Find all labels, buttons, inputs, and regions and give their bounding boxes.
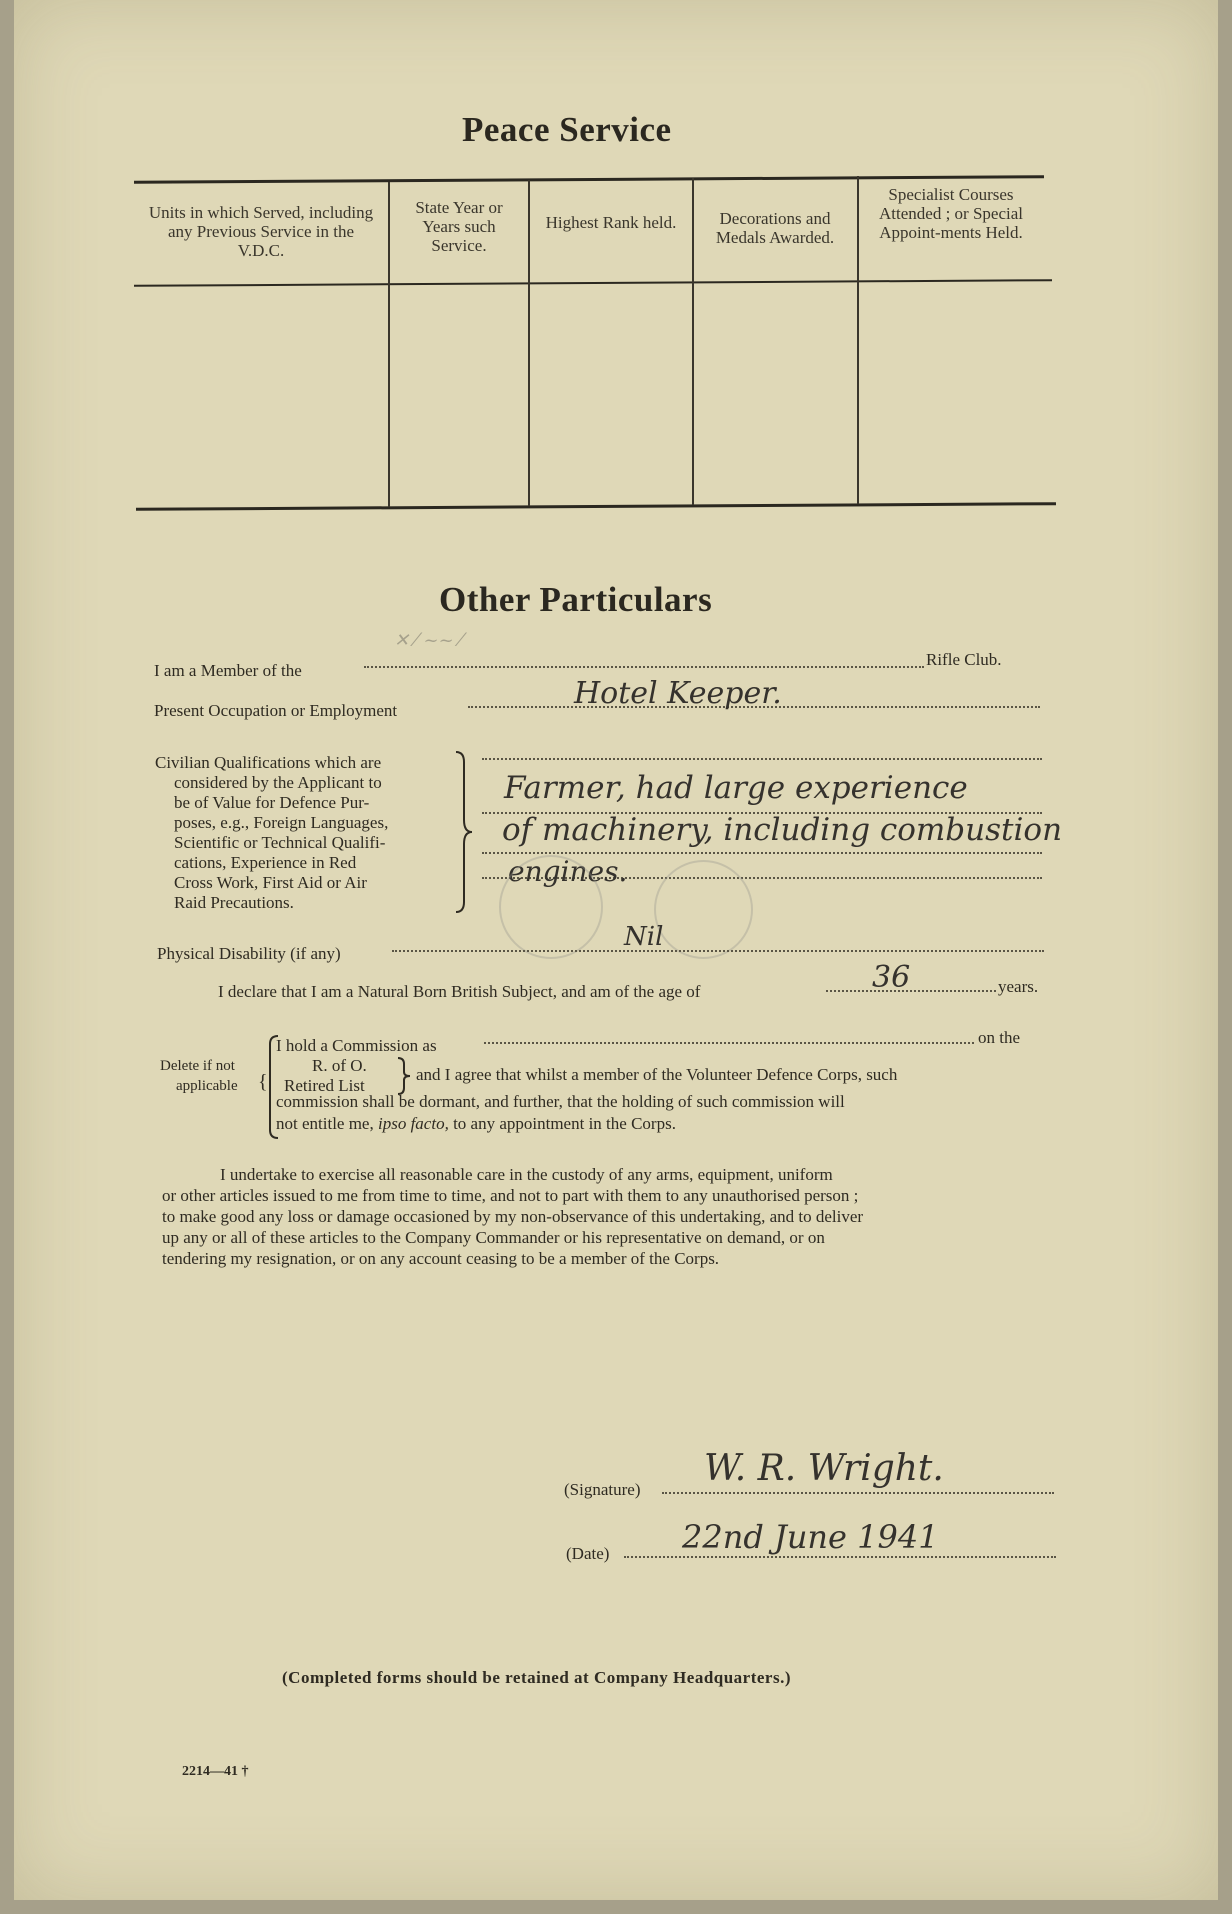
collection-stamp (499, 855, 603, 959)
date-line (624, 1556, 1056, 1558)
table-col-divider (692, 178, 694, 505)
col-specialist: Specialist Courses Attended ; or Special Appoint-ments Held. (879, 185, 1023, 242)
peace-service-title: Peace Service (462, 110, 672, 149)
collection-stamp (654, 860, 753, 959)
member-value-faint: ✕ ⁄ ~~ ⁄ (394, 630, 463, 651)
qual-value-3: engines. (508, 855, 628, 888)
occupation-value: Hotel Keeper. (574, 676, 782, 711)
undertake-line-4: up any or all of these articles to the Company Commander or his representative on demand, or on (162, 1228, 825, 1247)
retain-note: (Completed forms should be retained at Company Headquarters.) (282, 1668, 792, 1687)
col-years: State Year or Years such Service. (415, 198, 503, 255)
table-col-divider (388, 182, 390, 507)
signature-label: (Signature) (564, 1480, 641, 1499)
retired-list-label: Retired List (284, 1076, 365, 1095)
table-col-divider (857, 176, 859, 504)
table-bottom-rule (136, 502, 1056, 511)
signature-line (662, 1492, 1054, 1494)
date-value: 22nd June 1941 (682, 1518, 939, 1556)
table-top-rule (134, 175, 1044, 184)
rifle-club-label: Rifle Club. (926, 650, 1002, 669)
qual-value-2: of machinery, including combustion (502, 812, 1063, 848)
commission-text-4: not entitle me, ipso facto, to any appointment in the Corps. (276, 1114, 676, 1133)
age-line (826, 990, 996, 992)
member-label: I am a Member of the (154, 661, 302, 680)
date-label: (Date) (566, 1544, 610, 1563)
qual-line-1 (482, 758, 1042, 760)
form-number: 2214—41 † (182, 1764, 249, 1779)
commission-line (484, 1042, 974, 1044)
table-col-divider (528, 180, 530, 506)
declaration-label: I declare that I am a Natural Born British Subject, and am of the age of (218, 982, 701, 1001)
member-line (364, 666, 924, 668)
undertake-line-1: I undertake to exercise all reasonable care in the custody of any arms, equipment, uniform (220, 1165, 833, 1184)
col-units: Units in which Served, including any Previous Service in the V.D.C. (148, 203, 374, 260)
years-label: years. (998, 977, 1039, 996)
col-decorations: Decorations and Medals Awarded. (715, 209, 835, 247)
commission-text-3: commission shall be dormant, and further, that the holding of such commission will (276, 1092, 845, 1111)
rofo-brace (396, 1056, 412, 1096)
undertake-line-3: to make good any loss or damage occasioned by my non-observance of this undertaking, and to deliver (162, 1207, 864, 1226)
disability-line (392, 950, 1044, 952)
disability-value: Nil (624, 922, 664, 952)
col-rank: Highest Rank held. (545, 213, 677, 232)
signature-value: W. R. Wright. (704, 1448, 944, 1489)
agree-text: and I agree that whilst a member of the Volunteer Defence Corps, such (416, 1065, 898, 1084)
qual-line-3 (482, 852, 1042, 854)
other-particulars-title: Other Particulars (439, 580, 713, 619)
form-page: Peace Service Units in which Served, including any Previous Service in the V.D.C. State Year or Years such Service. Highest Rank held. Decorations and Medals Awarded. Specialist Courses Attended ; or Special Appoint-ments Held. Other Particulars I am a Member of the ✕ ⁄ ~~ ⁄ Rifle Club. Present Occupation or Employment Hotel Keeper. Civilian Qualifications which are considered by the Applicant to be of Value for Defence Pur- poses, e.g., Foreign Languages, Scientific or Technical Qualifi- cations, Experience in Red Cross Work, First Aid or Air Raid Precautions. Farmer, had large experience of machinery, including combustion engines. Physical Disability (if any) Nil I declare that I am a Natural Born British Subject, and am of the age of 36 years. Delete if not applicable { I hold a Commission as on the R. of O. Retired List and I agree that whilst a member of the Volunteer Defence Corps, such commission shall be dormant, and further, that the holding of such commission will not entitle me, ipso facto, to any appointment in the Corps. I undertake to exercise all reasonable care in the custody of any arms, equipment, uniform or other articles issued to me from time to time, and not to part with them to any unauthorised person ; to make good any loss or damage occasioned by my non-observance of this undertaking, and to deliver up any or all of these articles to the Company Commander or his representative on demand, or on tendering my resignation, or on any account ceasing to be a member of the Corps. (Signature) W. R. Wright. (Date) 22nd June 1941 (Completed forms should be retained at Company Headquarters.) 2214—41 † (14, 0, 1218, 1900)
qualifications-brace (454, 750, 476, 915)
undertake-line-5: tendering my resignation, or on any account ceasing to be a member of the Corps. (162, 1249, 720, 1268)
on-the-label: on the (978, 1028, 1021, 1047)
delete-brace: { (258, 1071, 268, 1093)
rofo-label: R. of O. (312, 1056, 367, 1075)
table-header-rule (134, 279, 1052, 287)
disability-label: Physical Disability (if any) (157, 944, 341, 963)
qual-value-1: Farmer, had large experience (504, 770, 968, 806)
occupation-label: Present Occupation or Employment (154, 701, 398, 720)
delete-if-not-label: Delete if not (160, 1058, 235, 1074)
age-value: 36 (872, 960, 911, 995)
commission-label: I hold a Commission as (276, 1036, 437, 1055)
undertake-line-2: or other articles issued to me from time to time, and not to part with them to any unauthorised person ; (162, 1186, 859, 1205)
applicable-label: applicable (176, 1078, 238, 1094)
